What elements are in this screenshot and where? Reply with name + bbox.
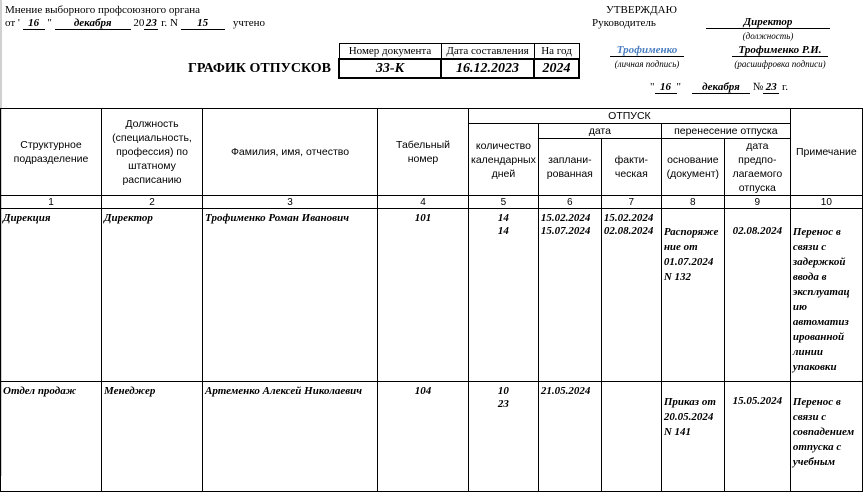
row-position: Менеджер — [102, 382, 203, 492]
days-value: 14 — [497, 212, 509, 224]
row-actual — [601, 209, 661, 382]
approval-year-label: г. — [782, 81, 789, 93]
approval-day: 16 — [655, 81, 677, 94]
column-number: 6 — [538, 196, 601, 209]
days-value: 10 — [497, 385, 509, 397]
vacation-schedule-table — [0, 108, 863, 492]
approval-month: декабря — [692, 81, 750, 94]
column-number: 10 — [790, 196, 862, 209]
row-basis: Распоряже ние от 01.07.2024 N 132 — [661, 209, 724, 382]
union-year-suffix: 23 — [145, 17, 157, 29]
header-days: количество календарных дней — [469, 124, 539, 196]
row-fio: Трофименко Роман Иванович — [203, 209, 378, 382]
column-number: 4 — [378, 196, 469, 209]
header-planned: заплани-рованная — [538, 139, 601, 196]
head-label: Руководитель — [592, 17, 656, 29]
row-fio: Артеменко Алексей Николаевич — [203, 382, 378, 492]
position-caption: (должность) — [742, 31, 794, 41]
approval-position: Директор — [706, 16, 830, 29]
table-row — [1, 209, 863, 382]
planned-date: 21.05.2024 — [540, 385, 591, 397]
row-tab-number: 104 — [378, 382, 469, 492]
approval-title: УТВЕРЖДАЮ — [606, 4, 677, 16]
header-transfer: перенесение отпуска — [661, 124, 790, 139]
column-numbers-row — [1, 196, 863, 209]
doc-date-label: Дата составления — [441, 44, 534, 60]
considered-label: учтено — [232, 17, 265, 29]
row-department: Отдел продаж — [1, 382, 102, 492]
union-day: 16 — [23, 17, 45, 30]
column-number: 1 — [1, 196, 102, 209]
row-actual — [601, 382, 661, 492]
column-number: 9 — [724, 196, 790, 209]
doc-number-label: Номер документа — [339, 44, 441, 60]
header-expected-date: дата предпо-лагаемого отпуска — [724, 139, 790, 196]
column-number: 3 — [203, 196, 378, 209]
row-note: Перенос в связи с совпадением отпуска с учебным — [790, 382, 862, 492]
header-note: Примечание — [790, 109, 862, 196]
header-tab-number: Табельный номер — [378, 109, 469, 196]
actual-date: 02.08.2024 — [603, 225, 654, 237]
header-date: дата — [538, 124, 661, 139]
approval-date-line: " 16 " декабря № 23 г. — [650, 81, 789, 93]
row-days — [469, 382, 539, 492]
union-opinion-line: от ' 16 " декабря 20 23 г. N 15 учтено — [5, 17, 265, 29]
decoding-caption: (расшифровка подписи) — [734, 59, 826, 69]
days-value: 14 — [497, 225, 509, 237]
row-position: Директор — [102, 209, 203, 382]
signature-caption: (личная подпись) — [614, 59, 680, 69]
row-expected-date: 02.08.2024 — [724, 209, 790, 382]
union-year-label: г. — [161, 17, 168, 29]
row-expected-date: 15.05.2024 — [724, 382, 790, 492]
doc-info-table — [338, 43, 580, 79]
row-note: Перенос в связи с задержкой ввода в эксплуатац ию автоматиз ированной линии упаковки — [790, 209, 862, 382]
page-title: ГРАФИК ОТПУСКОВ — [188, 61, 331, 76]
row-department: Дирекция — [1, 209, 102, 382]
union-year-prefix: 20 — [133, 17, 145, 29]
row-days — [469, 209, 539, 382]
row-planned — [538, 382, 601, 492]
column-number: 2 — [102, 196, 203, 209]
row-planned — [538, 209, 601, 382]
approval-year: 23 — [763, 81, 779, 94]
header-fio: Фамилия, имя, отчество — [203, 109, 378, 196]
row-tab-number: 101 — [378, 209, 469, 382]
planned-date: 15.02.2024 — [540, 212, 591, 224]
union-number: 15 — [181, 17, 225, 30]
column-number: 5 — [469, 196, 539, 209]
planned-date: 15.07.2024 — [540, 225, 591, 237]
header-basis: основание (документ) — [661, 139, 724, 196]
days-value: 23 — [497, 398, 509, 410]
signature: Трофименко — [610, 44, 684, 57]
header-vacation: ОТПУСК — [469, 109, 791, 124]
union-opinion-title: Мнение выборного профсоюзного органа — [5, 4, 201, 16]
column-number: 8 — [661, 196, 724, 209]
header-position: Должность (специальность, профессия) по штатному расписанию — [102, 109, 203, 196]
signature-decoding: Трофименко Р.И. — [732, 44, 828, 57]
doc-year: 2024 — [534, 59, 579, 78]
actual-date: 15.02.2024 — [603, 212, 654, 224]
from-label: от — [5, 17, 16, 29]
doc-number: 33-К — [339, 59, 441, 78]
header-actual: факти-ческая — [601, 139, 661, 196]
doc-year-label: На год — [534, 44, 579, 60]
table-row — [1, 382, 863, 492]
row-basis: Приказ от 20.05.2024 N 141 — [661, 382, 724, 492]
column-number: 7 — [601, 196, 661, 209]
union-month: декабря — [55, 17, 131, 30]
header-department: Структурное подразделение — [1, 109, 102, 196]
union-number-label: N — [169, 17, 178, 29]
doc-date: 16.12.2023 — [441, 59, 534, 78]
